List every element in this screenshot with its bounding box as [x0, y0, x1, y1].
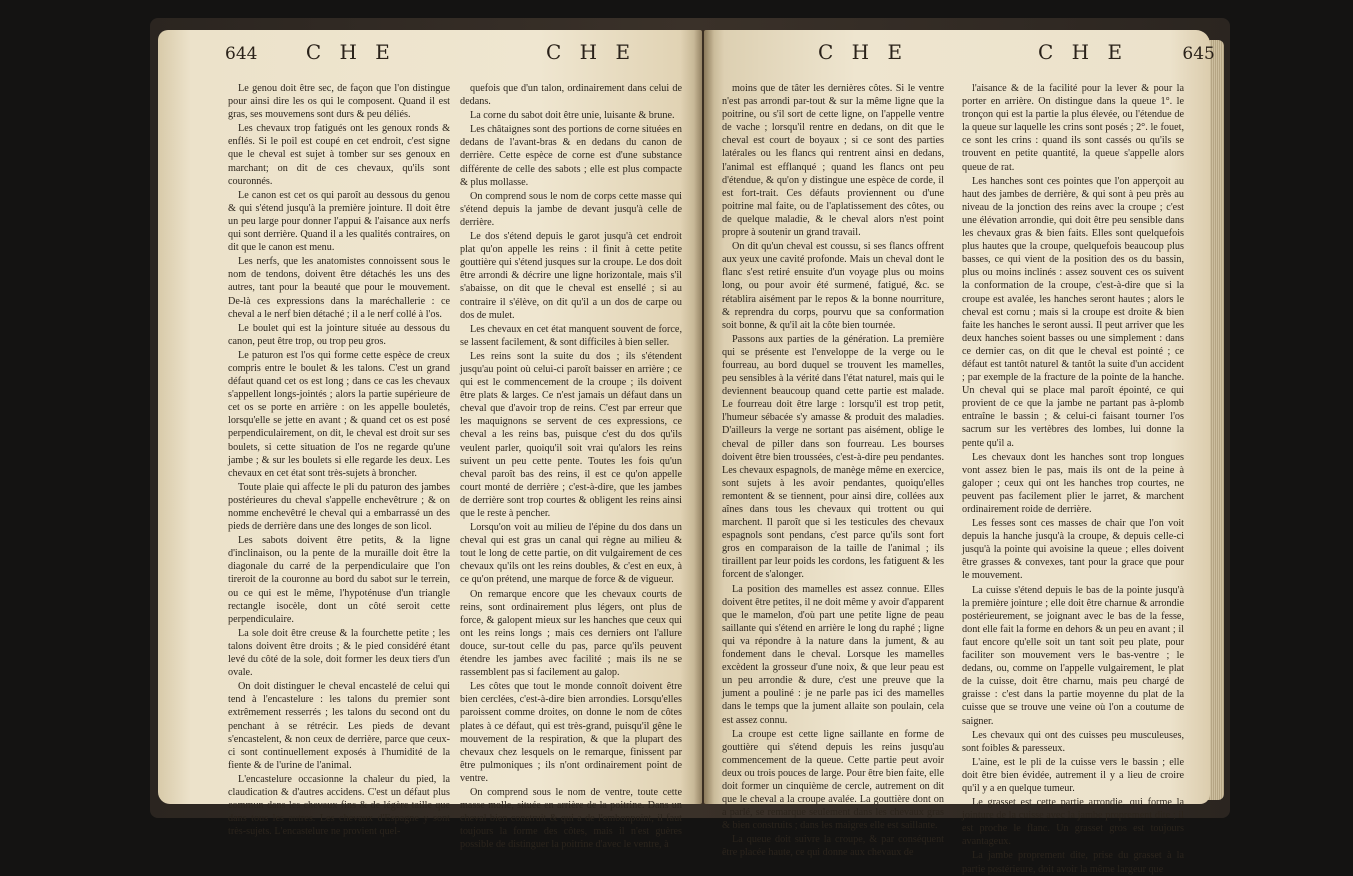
paragraph: Le paturon est l'os qui forme cette espèce de creux compris entre le boulet & les talons. C'est un grand défaut quand cet os est long ; dans ce cas les chevaux s'appellent longs-jointés ; alors la partie supérieure de cet os se porte en arrière : on les appelle bouletés, lorsqu'elle se jette en avant ; & quand cet os est posé perpendiculairement, on dit, le cheval est droit sur ses boulets, si cette situation de l'os ne regarde qu'une jambe ; & sur les boulets si elle regarde les deux. Les chevaux en cet état sont très-sujets à broncher.	[228, 349, 450, 479]
paragraph: On dit qu'un cheval est coussu, si ses flancs offrent aux yeux une cavité profonde. Mais un cheval dont le flanc s'est retiré ensuite d'un voyage plus ou moins long, ou pour avoir été surmené, fatigué, &c. se rétablira aisément par le repos & la bonne nourriture, & reprendra du corps, pourvu que sa conformation soit bonne, & qu'il ait la côte bien tournée.	[722, 241, 944, 331]
paragraph: Les côtes que tout le monde connoît doivent être bien cerclées, c'est-à-dire bien arrondies. Lorsqu'elles paroissent comme droites, on donne le nom de côtes plates à ce défaut, qui est très-grand, puisqu'il gêne le mouvement de la respiration, & que la plupart des chevaux chez lesquels on le remarque, finissent par être pulmoniques ; ils n'ont ordinairement point de ventre.	[460, 681, 682, 784]
paragraph: On comprend sous le nom de ventre, toute cette masse molle, située en arrière de la poitrine. Dans un cheval bien construit & qui a de l'embonpoint, il faut toujours la forme des côtes, mais il n'est guères possible de distinguer la poitrine d'avec le ventre, à	[460, 786, 682, 851]
paragraph: L'encastelure occasionne la chaleur du pied, la claudication & d'autres accidens. C'est un défaut plus commun dans les chevaux fins & de légère taille que dans tous les autres. Les chevaux d'Espagne y sont très-sujets. L'encastelure ne provient quel-	[228, 773, 450, 838]
paragraph: Les nerfs, que les anatomistes connoissent sous le nom de tendons, doivent être détachés les uns des autres, tant pour la beauté que pour le mouvement. De-là ces expressions dans la maréchallerie : ce cheval a le nerf bien détaché ; il a le nerf collé à l'os.	[228, 256, 450, 320]
paragraph: Les châtaignes sont des portions de corne situées en dedans de l'avant-bras & en dedans du canon de derrière. Cette espèce de corne est d'une substance différente de celle des sabots ; elle est plus compacte & plus mollasse.	[460, 124, 682, 188]
book-gutter	[694, 30, 714, 804]
paragraph: Passons aux parties de la génération. La première qui se présente est l'enveloppe de la verge ou le fourreau, au bord duquel se trouvent les mamelles, peu sensibles à la vérité dans l'état naturel, mais qui le deviennent beaucoup quand cette partie est malade. Le fourreau doit être large : lorsqu'il est trop petit, l'humeur sébacée s'y amasse & produit des maladies. D'ailleurs la verge ne sortant pas aisément, oblige le cheval de piller dans son fourreau. Les bourses doivent être bien troussées, c'est-à-dire peu pendantes. Les chevaux espagnols, de manège même en exercice, sont sujets à les avoir pendantes, quoiqu'elles remontent & se tiennent, pour ainsi dire, collées aux aînes dans tous les chevaux qui trottent ou qui marchent. Il paroît que si les testicules des chevaux espagnols sont pendans, c'est parce qu'ils sont fort gros en comparaison de la taille de l'animal ; ils tiraillent par leur poids les cordons, les fatiguent & les forcent de s'alonger.	[722, 333, 944, 581]
paragraph: Le genou doit être sec, de façon que l'on distingue pour ainsi dire les os qui le composent. Quand il est gras, ses mouvemens sont durs & peu déliés.	[228, 83, 450, 121]
right-page-column-2	[962, 82, 1184, 875]
paragraph: La queue doit suivre la croupe, & par conséquent être placée haute, ce qui donne aux chevaux de	[722, 834, 944, 859]
paragraph: quefois que d'un talon, ordinairement dans celui de dedans.	[460, 83, 682, 108]
paragraph: Le boulet qui est la jointure située au dessous du canon, peut être trop, ou trop peu gros.	[228, 322, 450, 347]
paragraph: Les fesses sont ces masses de chair que l'on voit depuis la hanche jusqu'à la croupe, & depuis celle-ci jusqu'à la pointe qui avoisine la queue ; elles doivent être grasses & convexes, tant pour la grace que pour le mouvement.	[962, 518, 1184, 582]
paragraph: On doit distinguer le cheval encastelé de celui qui tend à l'encastelure : les talons du premier sont extrêmement resserrés ; les talons du second ont du penchant à se rétrécir. Les pieds de devant s'encastelent, & non ceux de derrière, parce que ceux-ci sont continuellement exposés à l'humidité de la fiente & de l'urine de l'animal.	[228, 681, 450, 771]
paragraph: La croupe est cette ligne saillante en forme de gouttière qui s'étend depuis les reins jusqu'au commencement de la queue. Cette partie peut avoir deux ou trois pouces de large. Pour être bien faite, elle doit former un cinquième de cercle, autrement on dit que le cheval a la croupe avalée. La gouttière dont on a parlé, se remarque seulement dans les chevaux gras & bien construits ; dans les maigres elle est saillante.	[722, 728, 944, 832]
left-page-column-1	[228, 82, 450, 838]
paragraph: Toute plaie qui affecte le pli du paturon des jambes postérieures du cheval s'appelle enchevêtrure ; & on nomme enchevêtré le cheval qui a embarrassé un des pieds de derrière dans une des longes de son licol.	[228, 481, 450, 533]
paragraph: L'aine, est le pli de la cuisse vers le bassin ; elle doit être bien évidée, autrement il y a lieu de croire qu'il y a en quelque tumeur.	[962, 756, 1184, 794]
paragraph: On comprend sous le nom de corps cette masse qui s'étend depuis la jambe de devant jusqu'à celle de derrière.	[460, 190, 682, 228]
paragraph: Les chevaux dont les hanches sont trop longues vont assez bien le pas, mais ils ont de la peine à galoper ; ceux qui ont les hanches trop courtes, ne peuvent pas facilement plier le jarret, & marchent ordinairement roide de derrière.	[962, 451, 1184, 515]
paragraph: Le grasset est cette partie arrondie, qui forme la jointure de la cuisse avec la jambe proprement dite ; il est proche le flanc. Un grasset gros est toujours avantageux.	[962, 797, 1184, 848]
paragraph: La jambe proprement dite, prise du grasset à la partie postérieure, doit avoir la même largeur que	[962, 850, 1184, 875]
paragraph: Les chevaux en cet état manquent souvent de force, se lassent facilement, & sont difficiles à bien seller.	[460, 323, 682, 348]
paragraph: Les reins sont la suite du dos ; ils s'étendent jusqu'au point où celui-ci paroît baisser en arrière ; ce qui est le commencement de la croupe ; ils doivent être plats & larges. Ce n'est jamais un défaut dans un cheval que d'avoir trop de reins. C'est par erreur que les maquignons se servent de ces expressions, ce cheval a les reins bas, puisque c'est du dos qu'ils veulent parler, quoiqu'il soit vrai qu'alors les reins suivent un peu cette pente. Toutes les fois qu'un cheval paroît bas des reins, il est ce qu'on appelle court monté de derrière ; c'est-à-dire, que les jambes de derrière sont trop courtes & obligent les reins ainsi que le reste à pencher.	[460, 350, 682, 519]
left-page-header	[225, 40, 396, 66]
paragraph: La position des mamelles est assez connue. Elles doivent être petites, il ne doit même y avoir d'apparent que le mamelon, d'où part une petite ligne de peau saillante qui s'étend en arrière le long du raphé ; ligne qui va répondre à la nature dans la jument, & au fondement dans le cheval. Lorsque les mamelles excèdent la grosseur d'une noix, & que leur peau est un peu arrondie & dure, c'est une preuve que la jument a pouliné : je ne parle pas ici des mamelles dans le temps que la jument allaite son poulain, cela est assez connu.	[722, 583, 944, 726]
paragraph: Le dos s'étend depuis le garot jusqu'à cet endroit plat qu'on appelle les reins : il finit à cette petite gouttière qui s'étend jusques sur la croupe. Le dos doit être arrondi & décrire une ligne horizontale, mais s'il s'abaisse, on dit que le cheval est ensellé ; si au contraire il s'élève, on dit qu'il a un dos de carpe ou dos de mulet.	[460, 231, 682, 321]
paragraph: l'aisance & de la facilité pour la lever & pour la porter en arrière. On distingue dans la queue 1°. le tronçon qui est la partie la plus élevée, ou l'étendue de la queue sur laquelle les crins sont posés ; 2°. le fouet, ce sont les crins : quand ils sont cassés ou qu'ils se trouvent en petite quantité, la queue s'appelle alors queue de rat.	[962, 83, 1184, 173]
left-running-head-2: C H E	[546, 40, 637, 64]
paragraph: Lorsqu'on voit au milieu de l'épine du dos dans un cheval qui est gras un canal qui règne au milieu & tout le long de cette partie, on dit vulgairement de ces chevaux qu'ils ont les reins doubles, & c'est en eux, à ce qu'on prétend, une marque de force & de vigueur.	[460, 522, 682, 586]
right-page-header	[1038, 40, 1215, 66]
left-running-head-1: C H E	[305, 40, 396, 64]
paragraph: moins que de tâter les dernières côtes. Si le ventre n'est pas arrondi par-tout & sur la même ligne que la poitrine, ou s'il sort de cette ligne, on l'appelle ventre de vache ; lorsqu'il rentre en dedans, on dit que le cheval est court de boyaux ; si ce sont des parties latérales ou les flancs qui rentrent ainsi en dedans, l'animal est efflanqué ; quand les flancs ont peu d'étendue, & qu'on y distingue une espèce de corde, il est fort-trait. Ces défauts proviennent ou d'une poitrine mal faite, ou de l'aplatissement des côtes, ou de quelque maladie, & le cheval alors n'est point propre à soutenir un grand travail.	[722, 83, 944, 239]
paragraph: Le canon est cet os qui paroît au dessous du genou & qui s'étend jusqu'à la première jointure. Il doit être un peu large pour donner l'appui & l'aisance aux nerfs qui sont derrière. Quand il a les qualités contraires, on dit que le canon est menu.	[228, 189, 450, 254]
left-page-number: 644	[225, 44, 258, 64]
paragraph: La corne du sabot doit être unie, luisante & brune.	[470, 110, 675, 122]
paragraph: On remarque encore que les chevaux courts de reins, sont ordinairement plus légers, ont plus de force, & galopent mieux sur les hanches que ceux qui ont les reins longs ; mais ces derniers ont l'allure douce, sur-tout celle du pas, parce qu'ils peuvent étendre les jambes avec facilité ; mais ils ne se rassemblent pas si facilement au galop.	[460, 588, 682, 679]
paragraph: Les chevaux qui ont des cuisses peu musculeuses, sont foibles & paresseux.	[962, 729, 1184, 754]
left-page-column-2	[460, 82, 682, 851]
right-page-column-1	[722, 82, 944, 859]
right-running-head-2: C H E	[1038, 40, 1129, 64]
paragraph: Les chevaux trop fatigués ont les genoux ronds & enflés. Si le poil est coupé en cet endroit, c'est signe que le cheval est sujet à tomber sur ses genoux en marchant; on dit de ces chevaux, qu'ils sont couronnés.	[228, 123, 450, 187]
right-page-number: 645	[1182, 44, 1215, 64]
right-running-head-1: C H E	[818, 40, 909, 64]
paragraph: La sole doit être creuse & la fourchette petite ; les talons doivent être droits ; & le pied considéré étant levé du côté de la sole, doit former les deux tiers d'un ovale.	[228, 627, 450, 679]
paragraph: La cuisse s'étend depuis le bas de la pointe jusqu'à la première jointure ; elle doit être charnue & arrondie postérieurement, se joignant avec le bas de la fesse, dont elle fait la forme en dehors & un peu en avant ; il faut encore qu'elle soit un tant soit peu plate, pour faciliter son mouvement vers le bas-ventre ; le dedans, ou, comme on l'appelle vulgairement, le plat de la cuisse, doit être charnu, mais peu chargé de graisse : c'est dans la partie moyenne du plat de la cuisse que se trouve une veine où l'on a coutume de saigner.	[962, 584, 1184, 727]
paragraph: Les sabots doivent être petits, & la ligne d'inclinaison, ou la pente de la muraille doit être la diagonale du carré de la perpendiculaire que l'on tireroit de la couronne au bord du sabot sur le terrein, ou ce qui est le même, l'hypoténuse d'un triangle rectangle isocèle, dont un côté seroit cette perpendiculaire.	[228, 535, 450, 625]
paragraph: Les hanches sont ces pointes que l'on apperçoit au haut des jambes de derrière, & qui sont à peu près au niveau de la jonction des reins avec la croupe ; c'est une élévation arrondie, qui doit être peu sensible dans les chevaux gras & bien faits. Elles sont quelquefois plus hautes que la croupe, quelquefois beaucoup plus basses, ce qui vient de la position des os du bassin, plus ou moins inclinés : assez souvent ces os suivent la conformation de la croupe, c'est-à-dire que si la croupe est avalée, les hanches seront hautes ; alors le cheval est cornu ; mais si la croupe est droite & bien faite les hanches le seront aussi. Il peut arriver que les deux hanches soient basses ou une simplement : dans ce dernier cas, on dit que le cheval est pointé ; ce défaut est tantôt naturel & tantôt la suite d'un accident ; par exemple de la fracture de la pointe de la hanche. Un cheval qui se place mal paroît épointé, ce qui provient de ce que la jambe ne partant pas à-plomb entraîne le bassin ; & celui-ci faisant tourner l'os sacrum sur les vertèbres des lombes, lui donne la pente qu'il a.	[962, 175, 1184, 449]
